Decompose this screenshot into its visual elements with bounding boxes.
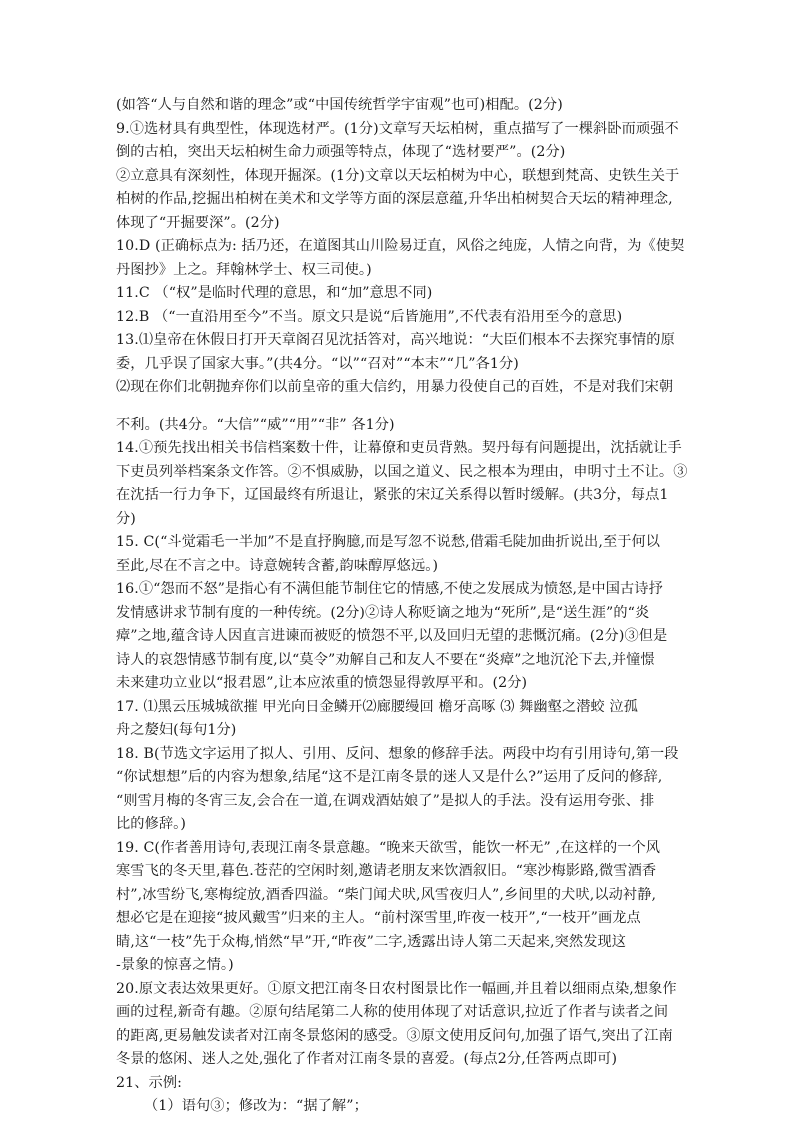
text-line: 11.C （“权”是临时代理的意思，和“加”意思不同) xyxy=(116,285,433,301)
text-line: “则雪月梅的冬宵三友,会合在一道,在调戏酒姑娘了”是拟人的手法。没有运用夸张、排 xyxy=(116,792,655,809)
text-line: -景象的惊喜之情。) xyxy=(116,957,234,973)
text-line: 9.①选材具有典型性，体现选材严。(1分)文章写天坛柏树，重点描写了一棵斜卧而顽强不 xyxy=(116,120,679,137)
text-line: 瘴”之地,蕴含诗人因直言进谏而被贬的愤怨不平,以及回归无望的悲慨沉痛。(2分)③但是 xyxy=(116,628,668,644)
text-line: 丹图抄》上之。拜翰林学士、权三司使。) xyxy=(116,261,372,278)
text-line: 舟之嫠妇(每句1分) xyxy=(116,722,237,738)
text-line: 发情感讲求节制有度的一种传统。(2分)②诗人称贬谪之地为“死所”,是“送生涯”的“炎 xyxy=(116,604,650,621)
text-line: 想必它是在迎接“披风戴雪”归来的主人。“前村深雪里,昨夜一枝开”,“一枝开”画龙点 xyxy=(116,910,641,926)
text-line: 睛,这“一枝”先于众梅,悄然“早”开,“昨夜”二字,透露出诗人第二天起来,突然发现这 xyxy=(116,933,627,950)
text-line: 至此,尽在不言之中。诗意婉转含蓄,韵味醇厚悠远。) xyxy=(116,557,439,574)
text-line: 在沈括一行力争下，辽国最终有所退让，紧张的宋辽关系得以暂时缓解。(共3分，每点1 xyxy=(116,487,669,503)
text-line: 20.原文表达效果更好。①原文把江南冬日农村图景比作一幅画,并且着以细雨点染,想象作 xyxy=(116,980,677,997)
text-line: 17. ⑴黑云压城城欲摧 甲光向日金鳞开⑵廊腰缦回 檐牙高啄 ⑶ 舞幽壑之潜蛟 泣孤 xyxy=(116,698,639,715)
text-line: 21、示例: xyxy=(116,1074,182,1091)
text-line: “你试想想”后的内容为想象,结尾“这不是江南冬景的迷人又是什么?”运用了反问的修辞, xyxy=(116,769,663,785)
text-line: 寒雪飞的冬天里,暮色.苍茫的空闲时刻,邀请老朋友来饮酒叙旧。“寒沙梅影路,微雪酒香 xyxy=(116,863,657,879)
text-line: 14.①预先找出相关书信档案数十件，让幕僚和吏员背熟。契丹每有问题提出，沈括就让手 xyxy=(116,440,682,456)
text-line: 画的过程,新奇有趣。②原句结尾第二人称的使用体现了对话意识,拉近了作者与读者之间 xyxy=(116,1004,669,1020)
text-line: 13.⑴皇帝在休假日打开天章阁召见沈括答对，高兴地说：“大臣们根本不去探究事情的原 xyxy=(116,332,675,348)
text-line: 委，几乎误了国家大事。”(共4分。“以”“召对”“本末”“几”各1分) xyxy=(116,355,519,372)
text-line: 分) xyxy=(116,510,136,527)
text-line: 10.D (正确标点为: 括乃还，在道图其山川险易迂直，风俗之纯庞，人情之向背，为《使契 xyxy=(116,238,685,254)
text-line: 柏树的作品,挖掘出柏树在美术和文学等方面的深层意蕴,升华出柏树契合天坛的精神理念, xyxy=(116,191,673,207)
text-line: 冬景的悠闲、迷人之处,强化了作者对江南冬景的喜爱。(每点2分,任答两点即可) xyxy=(116,1051,618,1067)
text-line: (如答“人与自然和谐的理念”或“中国传统哲学宇宙观”也可)相配。(2分) xyxy=(116,97,563,113)
text-line: 村”,冰雪纷飞,寒梅绽放,酒香四溢。“柴门闻犬吠,风雪夜归人”,乡间里的犬吠,以动衬静, xyxy=(116,886,657,903)
text-line: 的距离,更易触发读者对江南冬景悠闲的感受。③原文使用反问句,加强了语气,突出了江南 xyxy=(116,1027,673,1044)
text-line: 未来建功立业以“报君恩”,让本应浓重的愤怨显得敦厚平和。(2分) xyxy=(116,675,528,691)
text-line: 16.①“怨而不怒”是指心有不满但能节制住它的情感,不使之发展成为愤怒,是中国古诗抒 xyxy=(116,581,663,597)
text-line: ⑵现在你们北朝抛弃你们以前皇帝的重大信约，用暴力役使自己的百姓，不是对我们宋朝 xyxy=(116,379,674,395)
text-line: 15. C(“斗觉霜毛一半加”不是直抒胸臆,而是写忽不说愁,借霜毛陡加曲折说出,至于何以 xyxy=(116,534,661,550)
text-line: 下吏员列举档案条文作答。②不惧威胁，以国之道义、民之根本为理由，申明寸土不让。③ xyxy=(116,463,688,480)
text-line: 18. B(节选文字运用了拟人、引用、反问、想象的修辞手法。两段中均有引用诗句,第一段 xyxy=(116,745,679,762)
text-line: 12.B （“一直沿用至今”不当。原文只是说“后皆施用”,不代表有沿用至今的意思) xyxy=(116,308,623,325)
text-line: 诗人的哀怨情感节制有度,以“莫令”劝解自己和友人不要在“炎瘴”之地沉沦下去,并憧憬 xyxy=(116,651,655,668)
text-line: 体现了“开掘要深”。(2分) xyxy=(116,214,280,231)
text-line: 比的修辞。) xyxy=(116,816,186,832)
text-line: 19. C(作者善用诗句,表现江南冬景意趣。“晚来天欲雪，能饮一杯无” ,在这样的一个风 xyxy=(116,839,661,856)
text-line: ②立意具有深刻性，体现开掘深。(1分)文章以天坛柏树为中心，联想到梵高、史铁生关于 xyxy=(116,167,680,184)
text-line: 倒的古柏，突出天坛柏树生命力顽强等特点，体现了“选材要严”。(2分) xyxy=(116,144,566,160)
text-line: 不利。(共4分。“大信”“威”“用”“非” 各1分) xyxy=(116,416,395,433)
text-line: （1）语句③；修改为：“据了解”； xyxy=(144,1098,368,1114)
